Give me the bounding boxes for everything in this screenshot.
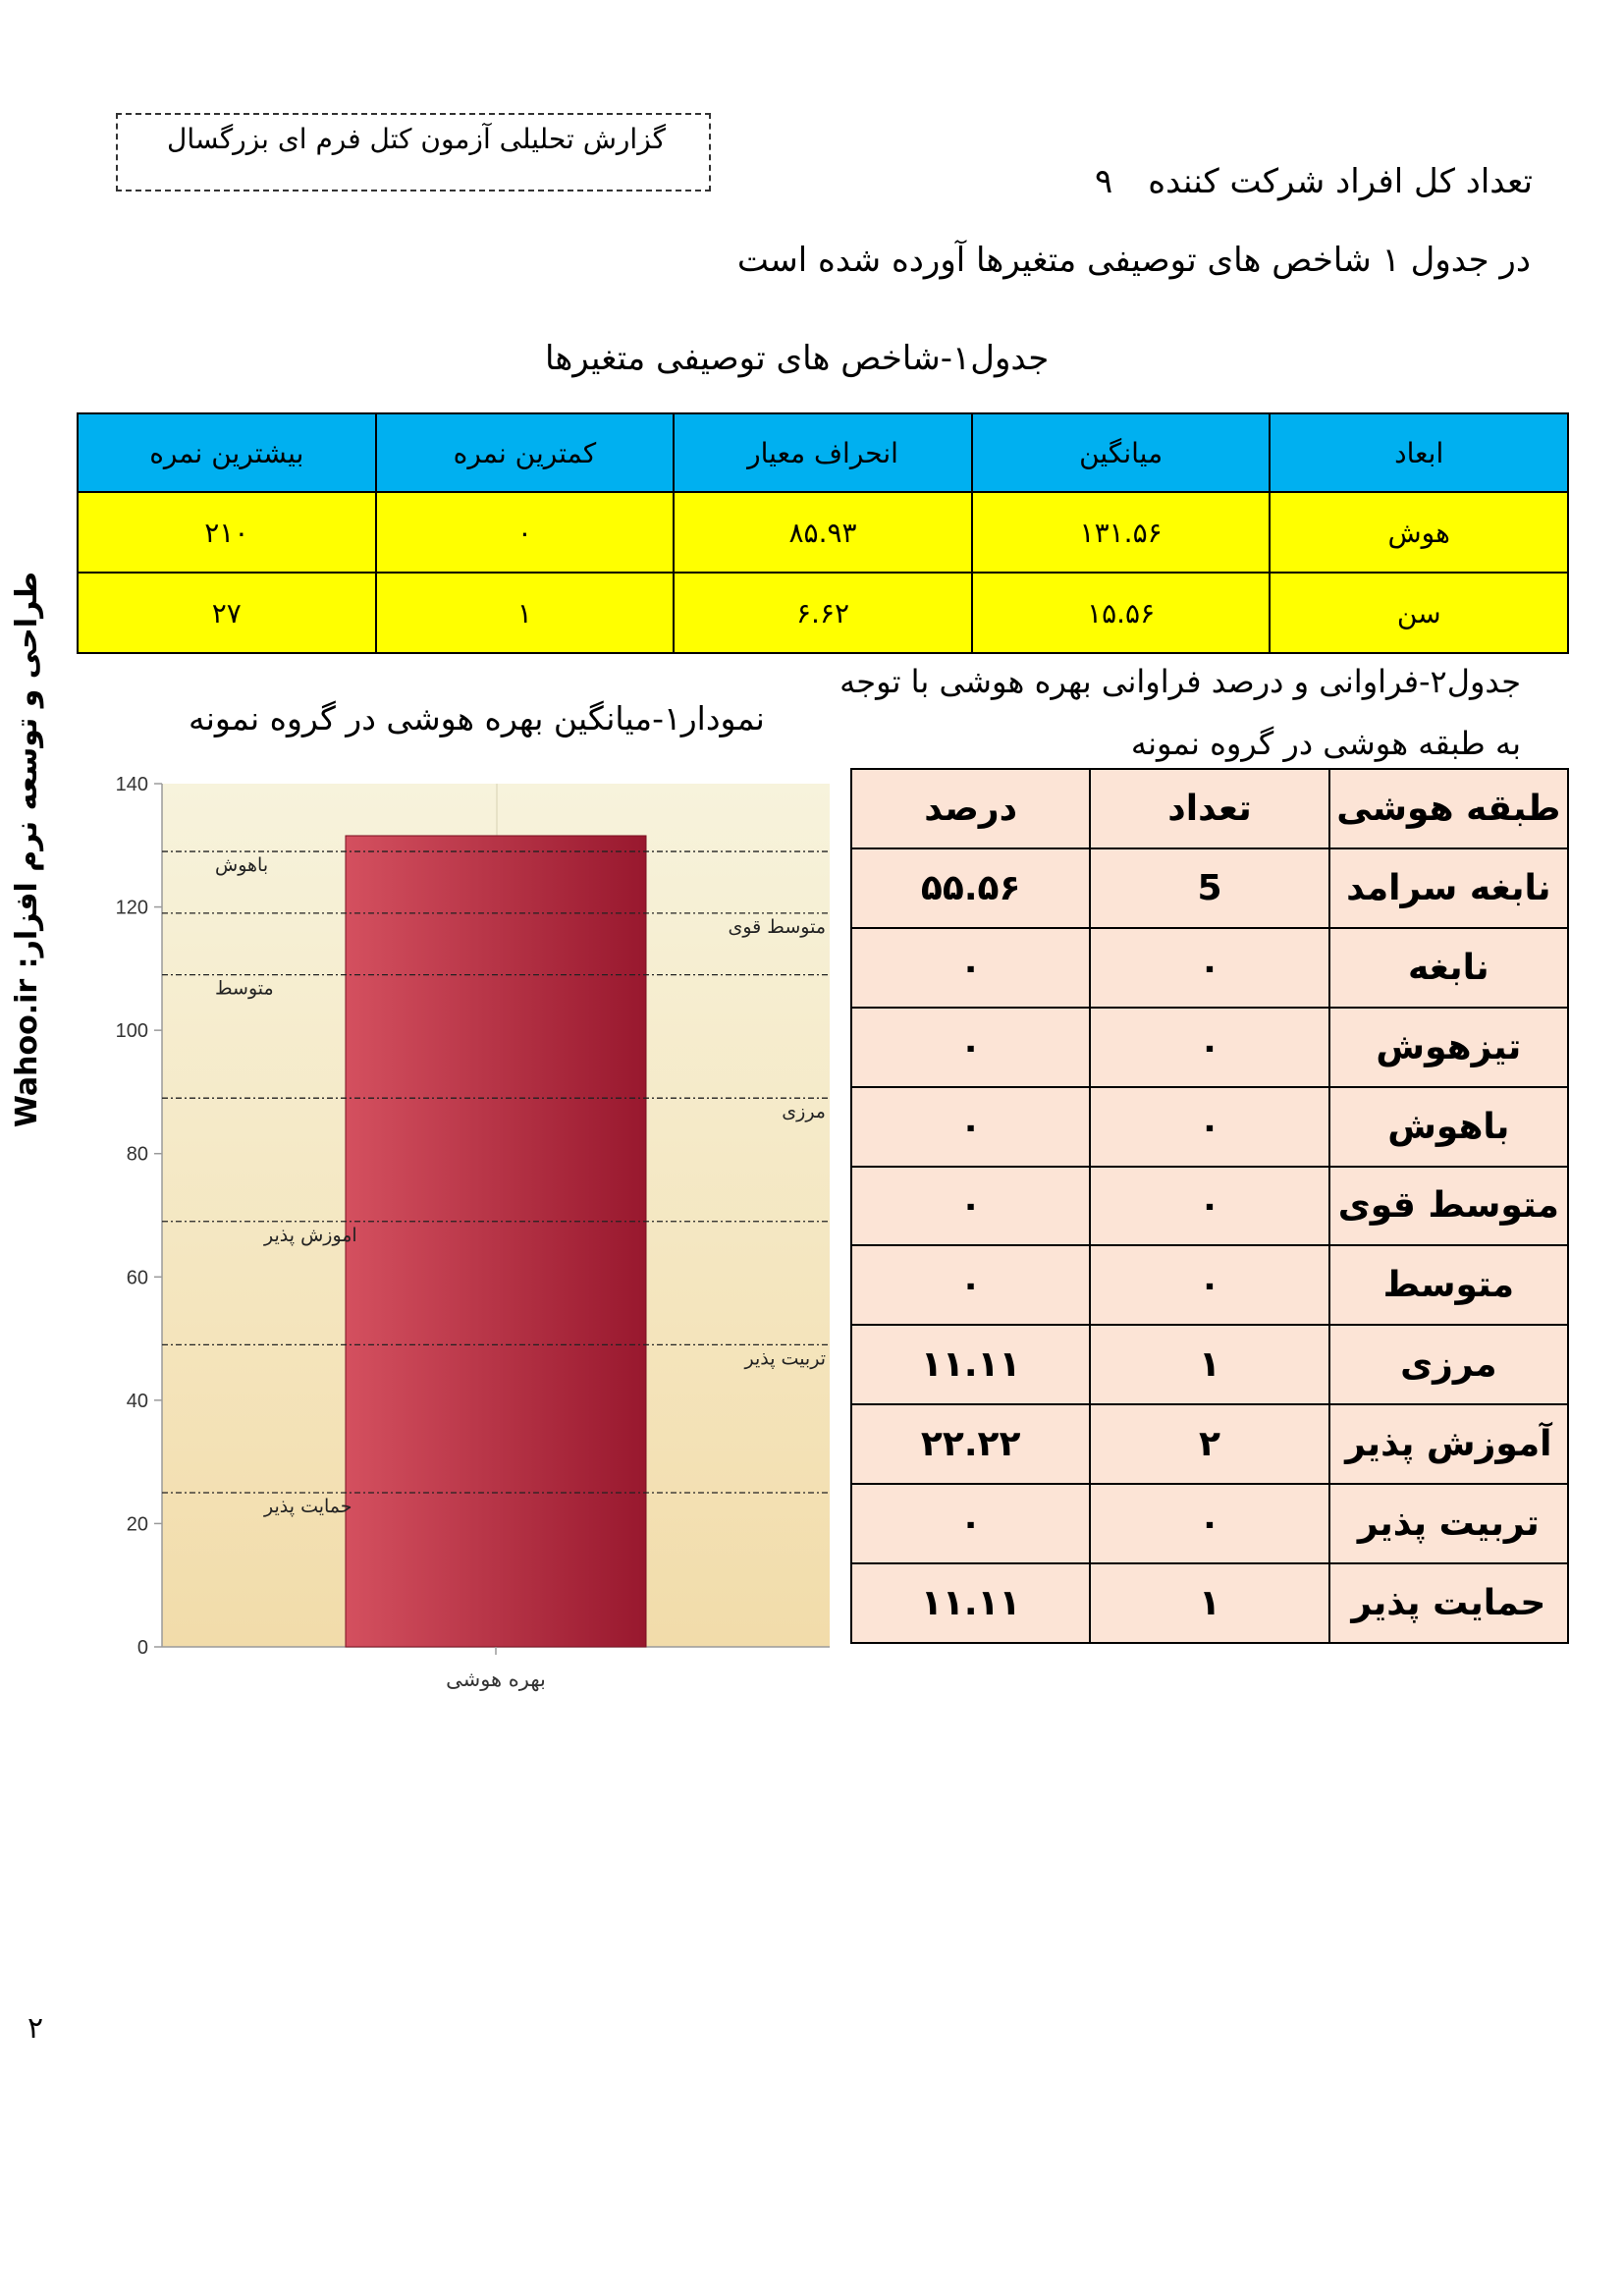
table-cell: ۲۲.۲۲ <box>851 1404 1090 1484</box>
table-cell: ۶.۶۲ <box>674 573 972 653</box>
header-cell: کمترین نمره <box>376 413 675 492</box>
reference-line-label: متوسط <box>215 977 274 1000</box>
header-cell: بیشترین نمره <box>78 413 376 492</box>
reference-line-label: مرزی <box>782 1101 826 1123</box>
chart-title: نمودار۱-میانگین بهره هوشی در گروه نمونه <box>189 699 765 738</box>
table-row <box>851 848 1568 928</box>
table-cell: ۰ <box>851 1008 1090 1087</box>
header-cell: طبقه هوشی <box>1329 769 1568 848</box>
table-row <box>78 492 1568 573</box>
table-row <box>851 1087 1568 1167</box>
table-cell: ۰ <box>1090 1167 1328 1246</box>
table1-caption: جدول۱-شاخص های توصیفی متغیرها <box>545 339 1050 378</box>
table-row <box>851 1404 1568 1484</box>
table-cell: ۵۵.۵۶ <box>851 848 1090 928</box>
table-cell: ۰ <box>1090 1484 1328 1563</box>
table-cell: 5 <box>1090 848 1328 928</box>
table-cell: ۲۱۰ <box>78 492 376 573</box>
table-cell: ۰ <box>376 492 675 573</box>
table-cell: مرزی <box>1329 1325 1568 1404</box>
iq-mean-chart <box>88 766 844 1709</box>
report-title: گزارش تحلیلی آزمون کتل فرم ای بزرگسال <box>167 123 666 155</box>
table-cell: ۰ <box>1090 1245 1328 1325</box>
descriptive-stats-table <box>77 412 1569 654</box>
y-tick-label: 40 <box>126 1390 148 1412</box>
reference-line-label: باهوش <box>215 854 269 877</box>
reference-line-label: متوسط قوی <box>728 915 826 938</box>
table-row <box>851 1484 1568 1563</box>
intro-text: در جدول ۱ شاخص های توصیفی متغیرها آورده شده است <box>736 241 1531 280</box>
table-cell: نابغه <box>1329 928 1568 1008</box>
header-cell: ابعاد <box>1270 413 1568 492</box>
table-header-row <box>78 413 1568 492</box>
reference-line-label: اموزش پذیر <box>264 1224 357 1246</box>
table-cell: ۰ <box>851 1484 1090 1563</box>
table-row <box>851 1008 1568 1087</box>
table-cell: ۰ <box>1090 928 1328 1008</box>
x-tick-label: بهره هوشی <box>446 1667 546 1691</box>
header-cell: انحراف معیار <box>674 413 972 492</box>
table-row <box>851 1563 1568 1643</box>
table-cell: ۱۱.۱۱ <box>851 1325 1090 1404</box>
table-cell: ۸۵.۹۳ <box>674 492 972 573</box>
table-cell: ۲۷ <box>78 573 376 653</box>
y-tick-label: 20 <box>126 1513 148 1536</box>
table2-caption-line2: به طبقه هوشی در گروه نمونه <box>1130 725 1521 762</box>
table-cell: تیزهوش <box>1329 1008 1568 1087</box>
iq-frequency-table <box>850 768 1569 1644</box>
table-row <box>851 1325 1568 1404</box>
header-cell: میانگین <box>972 413 1271 492</box>
table-cell: ۰ <box>851 1167 1090 1246</box>
table-cell: سن <box>1270 573 1568 653</box>
table-cell: ۰ <box>851 1245 1090 1325</box>
table-cell: ۱۳۱.۵۶ <box>972 492 1271 573</box>
y-tick-label: 100 <box>115 1020 148 1043</box>
table-cell: حمایت پذیر <box>1329 1563 1568 1643</box>
page-number: ۲ <box>27 2011 44 2046</box>
table-cell: ۰ <box>851 928 1090 1008</box>
header-cell: تعداد <box>1090 769 1328 848</box>
table-cell: متوسط قوی <box>1329 1167 1568 1246</box>
y-tick-label: 140 <box>115 774 148 795</box>
table-cell: ۲ <box>1090 1404 1328 1484</box>
table-cell: هوش <box>1270 492 1568 573</box>
bar-mark <box>346 836 646 1647</box>
table-cell: نابغه سرامد <box>1329 848 1568 928</box>
table-row <box>851 1167 1568 1246</box>
table-header-row <box>851 769 1568 848</box>
table-cell: ۱ <box>1090 1325 1328 1404</box>
participants-label: تعداد کل افراد شرکت کننده <box>1148 162 1533 201</box>
reference-line-label: حمایت پذیر <box>264 1496 352 1518</box>
header-cell: درصد <box>851 769 1090 848</box>
table-cell: آموزش پذیر <box>1329 1404 1568 1484</box>
y-tick-label: 0 <box>136 1637 148 1659</box>
table-row <box>851 928 1568 1008</box>
table-cell: ۱۵.۵۶ <box>972 573 1271 653</box>
software-credit: طراحی و توسعه نرم افزار: Wahoo.ir <box>10 572 44 1128</box>
table-cell: ۰ <box>1090 1087 1328 1167</box>
y-tick-label: 60 <box>126 1267 148 1289</box>
table-cell: ۰ <box>1090 1008 1328 1087</box>
participants-count: ۹ <box>1095 162 1113 201</box>
reference-line-label: تربیت پذیر <box>744 1347 826 1370</box>
table-cell: باهوش <box>1329 1087 1568 1167</box>
table-cell: ۱ <box>1090 1563 1328 1643</box>
table-cell: ۱ <box>376 573 675 653</box>
table-row <box>851 1245 1568 1325</box>
y-tick-label: 80 <box>126 1143 148 1166</box>
table2-caption-line1: جدول۲-فراوانی و درصد فراوانی بهره هوشی با توجه <box>839 663 1521 700</box>
table-cell: متوسط <box>1329 1245 1568 1325</box>
y-tick-label: 120 <box>115 897 148 919</box>
table-cell: ۱۱.۱۱ <box>851 1563 1090 1643</box>
table-cell: ۰ <box>851 1087 1090 1167</box>
table-row <box>78 573 1568 653</box>
table-cell: تربیت پذیر <box>1329 1484 1568 1563</box>
